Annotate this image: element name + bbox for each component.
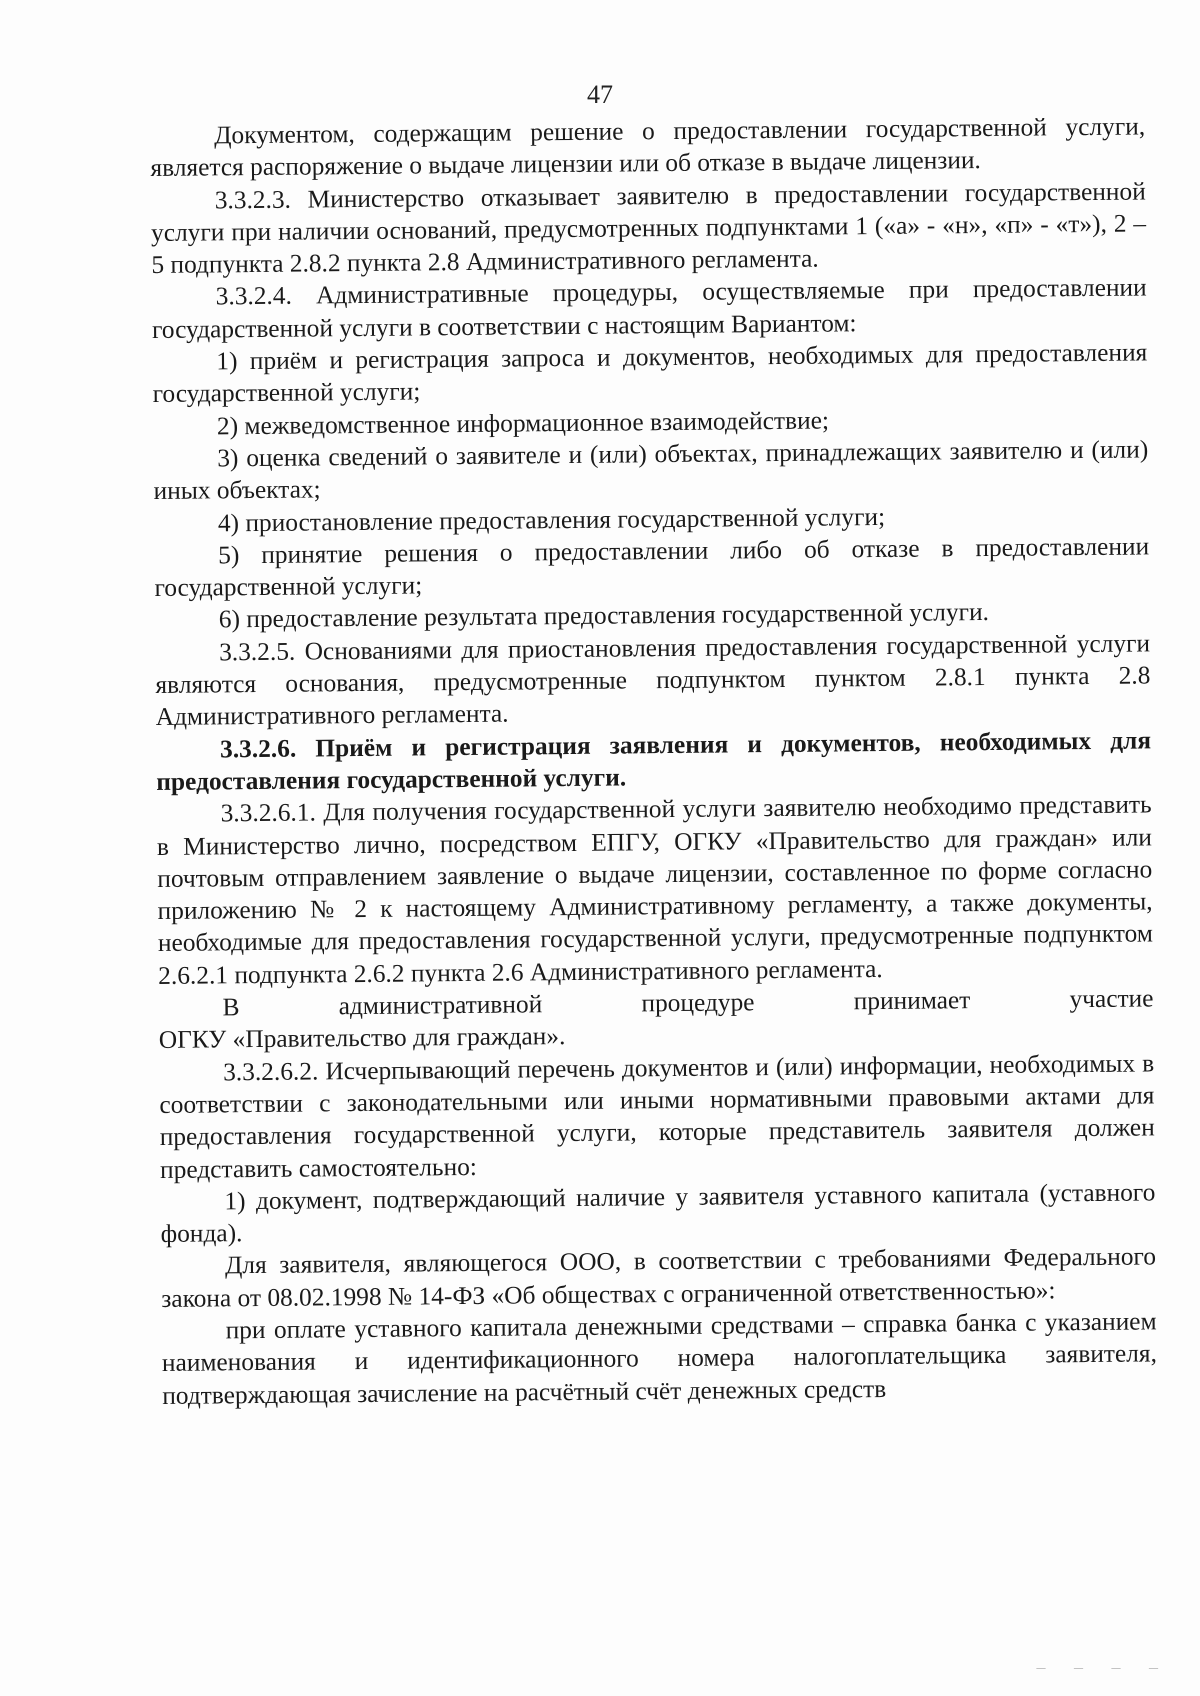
required-document-item-1: 1) документ, подтверждающий наличие у заявителя уставного капитала (уставного фонда).	[160, 1178, 1156, 1249]
list-item-5: 5) принятие решения о предоставлении либо об отказе в предоставлении государственной услуги;	[154, 532, 1150, 603]
document-body	[150, 110, 1157, 1411]
paragraph-bank-certificate: при оплате уставного капитала денежными средствами – справка банка с указанием наименования и идентификационного номера налогоплательщика заявителя, подтверждающая зачисление на расчётный счёт денежных средств	[161, 1307, 1158, 1410]
paragraph-3-3-2-6-1: 3.3.2.6.1. Для получения государственной услуги заявителю необходимо представить в Министерство лично, посредством ЕПГУ, ОГКУ «Правительство для граждан» или почтовым отправлением заявление о выдаче лицензии, составленное по форме согласно приложению № 2 к настоящему Административному регламенту, а также документы, необходимые для предоставления государственной услуги, предусмотренные подпунктом 2.6.2.1 подпункта 2.6.2 пункта 2.6 Административного регламента.	[156, 790, 1153, 990]
paragraph-3-3-2-6-2: 3.3.2.6.2. Исчерпывающий перечень документов и (или) информации, необходимых в соответствии с законодательными или иными нормативными правовыми актами для предоставления государственной услуги, которые представитель заявителя должен представить самостоятельно:	[159, 1049, 1155, 1184]
paragraph-3-3-2-5: 3.3.2.5. Основаниями для приостановления предоставления государственной услуги являются основания, предусмотренные подпунктом пунктом 2.8.1 пункта 2.8 Административного регламента.	[155, 629, 1151, 732]
list-item-3: 3) оценка сведений о заявителе и (или) объектах, принадлежащих заявителю и (или) иных объектах;	[153, 435, 1149, 506]
paragraph-participant-line: В административной процедуре принимает участие	[222, 984, 1154, 1022]
paragraph-decision-document: Документом, содержащим решение о предоставлении государственной услуги, является распоряжение о выдаче лицензии или об отказе в выдаче лицензии.	[150, 112, 1146, 183]
list-item-2: 2) межведомственное информационное взаимодействие;	[216, 406, 830, 441]
scan-artifact-marks: ‒ ‒ ‒ ‒	[1036, 1657, 1170, 1677]
paragraph-3-3-2-4: 3.3.2.4. Административные процедуры, осуществляемые при предоставлении государственной услуги в соответствии с настоящим Вариантом:	[151, 273, 1147, 344]
list-item-1: 1) приём и регистрация запроса и документов, необходимых для предоставления государственной услуги;	[152, 338, 1148, 409]
paragraph-ooo-requirements: Для заявителя, являющегося ООО, в соответствии с требованиями Федерального закона от 08.02.1998 № 14-ФЗ «Об обществах с ограниченной ответственностью»:	[161, 1242, 1157, 1313]
list-item-4: 4) приостановление предоставления государственной услуги;	[217, 502, 886, 537]
list-item-6: 6) предоставление результата предоставления государственной услуги.	[218, 598, 990, 634]
paragraph-participant-name: ОГКУ «Правительство для граждан».	[158, 1022, 566, 1055]
section-heading-3-3-2-6: 3.3.2.6. Приём и регистрация заявления и документов, необходимых для предоставления государственной услуги.	[156, 726, 1152, 796]
page-number: 47	[587, 80, 613, 109]
paragraph-3-3-2-3: 3.3.2.3. Министерство отказывает заявителю в предоставлении государственной услуги при наличии оснований, предусмотренных подпунктами 1 («а» - «н», «п» - «т»), 2 – 5 подпункта 2.8.2 пункта 2.8 Административного регламента.	[150, 177, 1147, 280]
